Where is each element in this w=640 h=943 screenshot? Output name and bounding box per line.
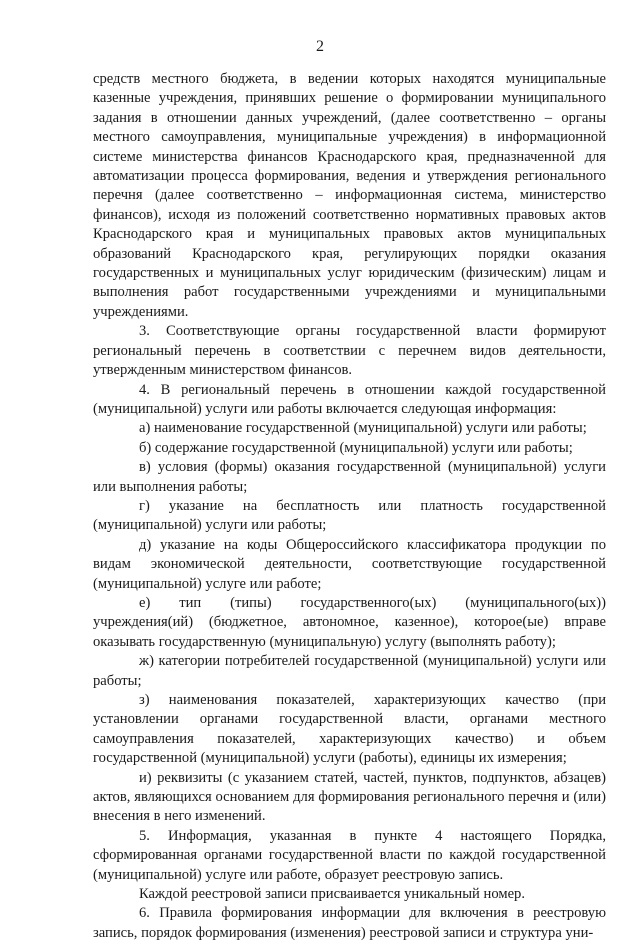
list-item-v: в) условия (формы) оказания государственной (муниципальной) услуги или выполнения работы;: [93, 459, 606, 495]
paragraph-5: 5. Информация, указанная в пункте 4 настоящего Порядка, сформированная органами государственной власти по каждой государственной (муниципальной) услуге или работе, образует реестровую запись.: [93, 827, 606, 883]
document-body: [93, 70, 606, 943]
paragraph-registry-number: Каждой реестровой записи присваивается уникальный номер.: [139, 886, 525, 903]
list-item-b: б) содержание государственной (муниципальной) услуги или работы;: [139, 439, 573, 456]
list-item-g: г) указание на бесплатность или платность государственной (муниципальной) услуги или работы;: [93, 497, 606, 534]
paragraph-6: 6. Правила формирования информации для включения в реестровую запись, порядок формирования (изменения) реестровой записи и структура уни-: [93, 905, 606, 941]
list-item-e: е) тип (типы) государственного(ых) (муниципального(ых)) учреждения(ий) (бюджетное, автономное, казенное), которое(ые) вправе оказывать государственную (муниципальную) услугу (выполнять работу);: [93, 594, 606, 650]
paragraph-4: 4. В региональный перечень в отношении каждой государственной (муниципальной) услуги или работы включается следующая информация:: [93, 381, 606, 417]
list-item-z: з) наименования показателей, характеризующих качество (при установлении органами государственной власти, органами местного самоуправления показателей, характеризующих качество) и объем государственной (муниципальной) услуги (работы), единицы их измерения;: [93, 692, 606, 767]
page-number: 2: [316, 38, 324, 55]
list-item-zh: ж) категории потребителей государственной (муниципальной) услуги или работы;: [93, 653, 606, 689]
list-item-a: а) наименование государственной (муниципальной) услуги или работы;: [139, 420, 587, 437]
list-item-d: д) указание на коды Общероссийского классификатора продукции по видам экономической деятельности, соответствующие государственной (муниципальной) услуге или работе;: [93, 536, 606, 592]
paragraph-3: 3. Соответствующие органы государственной власти формируют региональный перечень в соответствии с перечнем видов деятельности, утвержденным министерством финансов.: [93, 323, 606, 379]
list-item-i: и) реквизиты (с указанием статей, частей, пунктов, подпунктов, абзацев) актов, являющихся основанием для формирования регионального перечня и (или) внесения в него изменений.: [93, 769, 606, 825]
paragraph-continuation: средств местного бюджета, в ведении которых находятся муниципальные казенные учреждения, принявших решение о формировании муниципального задания в отношении данных учреждений, (далее соответственно – органы местного самоуправления, муниципальные учреждения) в информационной системе министерства финансов Краснодарского края, предназначенной для автоматизации процесса формирования, ведения и утверждения регионального перечня (далее соответственно – информационная система, министерство финансов), исходя из положений соответственно нормативных правовых актов Краснодарского края и муниципальных правовых актов муниципальных образований Краснодарского края, регулирующих порядки оказания государственных и муниципальных услуг юридическим (физическим) лицам и выполнения работ государственными учреждениями и муниципальными учреждениями.: [93, 71, 606, 320]
